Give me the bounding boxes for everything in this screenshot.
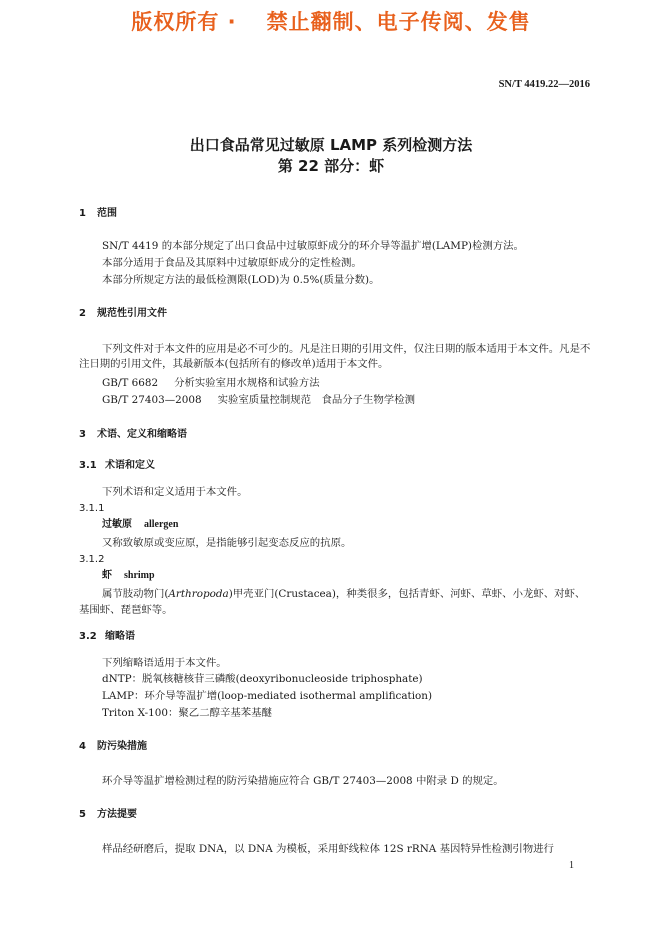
paragraph: 环介导等温扩增检测过程的防污染措施应符合 GB/T 27403—2008 中附录 D 的规定。 (102, 775, 504, 787)
section-title: 术语、定义和缩略语 (97, 429, 187, 440)
subsection-number: 3.1 (79, 460, 97, 471)
definition-text: 属节肢动物门( (102, 588, 169, 600)
banner-right: 禁止翻制、电子传阅、发售 (266, 10, 531, 34)
reference-title: 分析实验室用水规格和试验方法 (174, 377, 320, 389)
term-definition-continued: 基围虾、琵琶虾等。 (79, 604, 173, 616)
normative-reference (102, 376, 320, 391)
term-shrimp (102, 569, 155, 583)
subsection-title: 术语和定义 (105, 460, 155, 471)
term-zh: 过敏原 (102, 519, 132, 530)
term-number: 3.1.2 (79, 554, 105, 565)
paragraph: SN/T 4419 的本部分规定了出口食品中过敏原虾成分的环介导等温扩增(LAMP)检测方法。 (102, 240, 524, 252)
reference-title: 实验室质量控制规范 食品分子生物学检测 (217, 394, 415, 406)
page-number: 1 (569, 860, 574, 871)
section-1-heading (79, 207, 117, 221)
abbreviation: LAMP：环介导等温扩增(loop-mediated isothermal amplification) (102, 690, 433, 702)
section-number: 1 (79, 208, 86, 219)
term-allergen (102, 518, 178, 532)
reference-code: GB/T 27403—2008 (102, 394, 202, 406)
section-title: 方法提要 (97, 809, 137, 820)
paragraph: 下列文件对于本文件的应用是必不可少的。凡是注日期的引用文件，仅注日期的版本适用于本文件。凡是不注日期的引用文件，其最新版本(包括所有的修改单)适用于本文件。 (79, 343, 591, 370)
paragraph: 本部分所规定方法的最低检测限(LOD)为 0.5%(质量分数)。 (102, 274, 380, 286)
section-title: 范围 (97, 208, 117, 219)
definition-italic: Arthropoda (168, 588, 229, 600)
section-4-heading (79, 740, 147, 754)
subsection-title: 缩略语 (105, 631, 135, 642)
subsection-number: 3.2 (79, 631, 97, 642)
abbreviation: Triton X-100：聚乙二醇辛基苯基醚 (102, 707, 272, 719)
section-2-heading (79, 307, 167, 321)
document-title: 出口食品常见过敏原 LAMP 系列检测方法 (189, 136, 473, 154)
subsection-3-1-heading (79, 459, 155, 473)
normative-reference (102, 393, 415, 408)
term-zh: 虾 (102, 570, 112, 581)
banner-left: 版权所有 · (131, 10, 237, 34)
term-number: 3.1.1 (79, 503, 105, 514)
term-definition (102, 587, 585, 602)
term-definition: 又称致敏原或变应原，是指能够引起变态反应的抗原。 (102, 537, 352, 549)
section-5-heading (79, 808, 137, 822)
section-title: 防污染措施 (97, 741, 147, 752)
copyright-banner (0, 6, 662, 36)
section-number: 3 (79, 429, 86, 440)
paragraph: 下列缩略语适用于本文件。 (102, 657, 227, 669)
section-3-heading (79, 428, 187, 442)
paragraph: 本部分适用于食品及其原料中过敏原虾成分的定性检测。 (102, 257, 362, 269)
reference-code: GB/T 6682 (102, 377, 159, 389)
subsection-3-2-heading (79, 630, 135, 644)
term-en: allergen (144, 519, 179, 530)
definition-text: )甲壳亚门(Crustacea)，种类很多，包括青虾、河虾、草虾、小龙虾、对虾、 (228, 588, 586, 600)
abbreviation: dNTP：脱氧核糖核苷三磷酸(deoxyribonucleoside triphosphate) (102, 673, 423, 685)
section-title: 规范性引用文件 (97, 308, 167, 319)
standard-code: SN/T 4419.22—2016 (498, 79, 590, 90)
section-number: 5 (79, 809, 86, 820)
paragraph: 样品经研磨后，提取 DNA，以 DNA 为模板，采用虾线粒体 12S rRNA 基因特异性检测引物进行 (102, 843, 554, 855)
paragraph: 下列术语和定义适用于本文件。 (102, 486, 248, 498)
section-number: 2 (79, 308, 86, 319)
document-subtitle: 第 22 部分：虾 (277, 157, 385, 175)
section-number: 4 (79, 741, 86, 752)
term-en: shrimp (124, 570, 155, 581)
